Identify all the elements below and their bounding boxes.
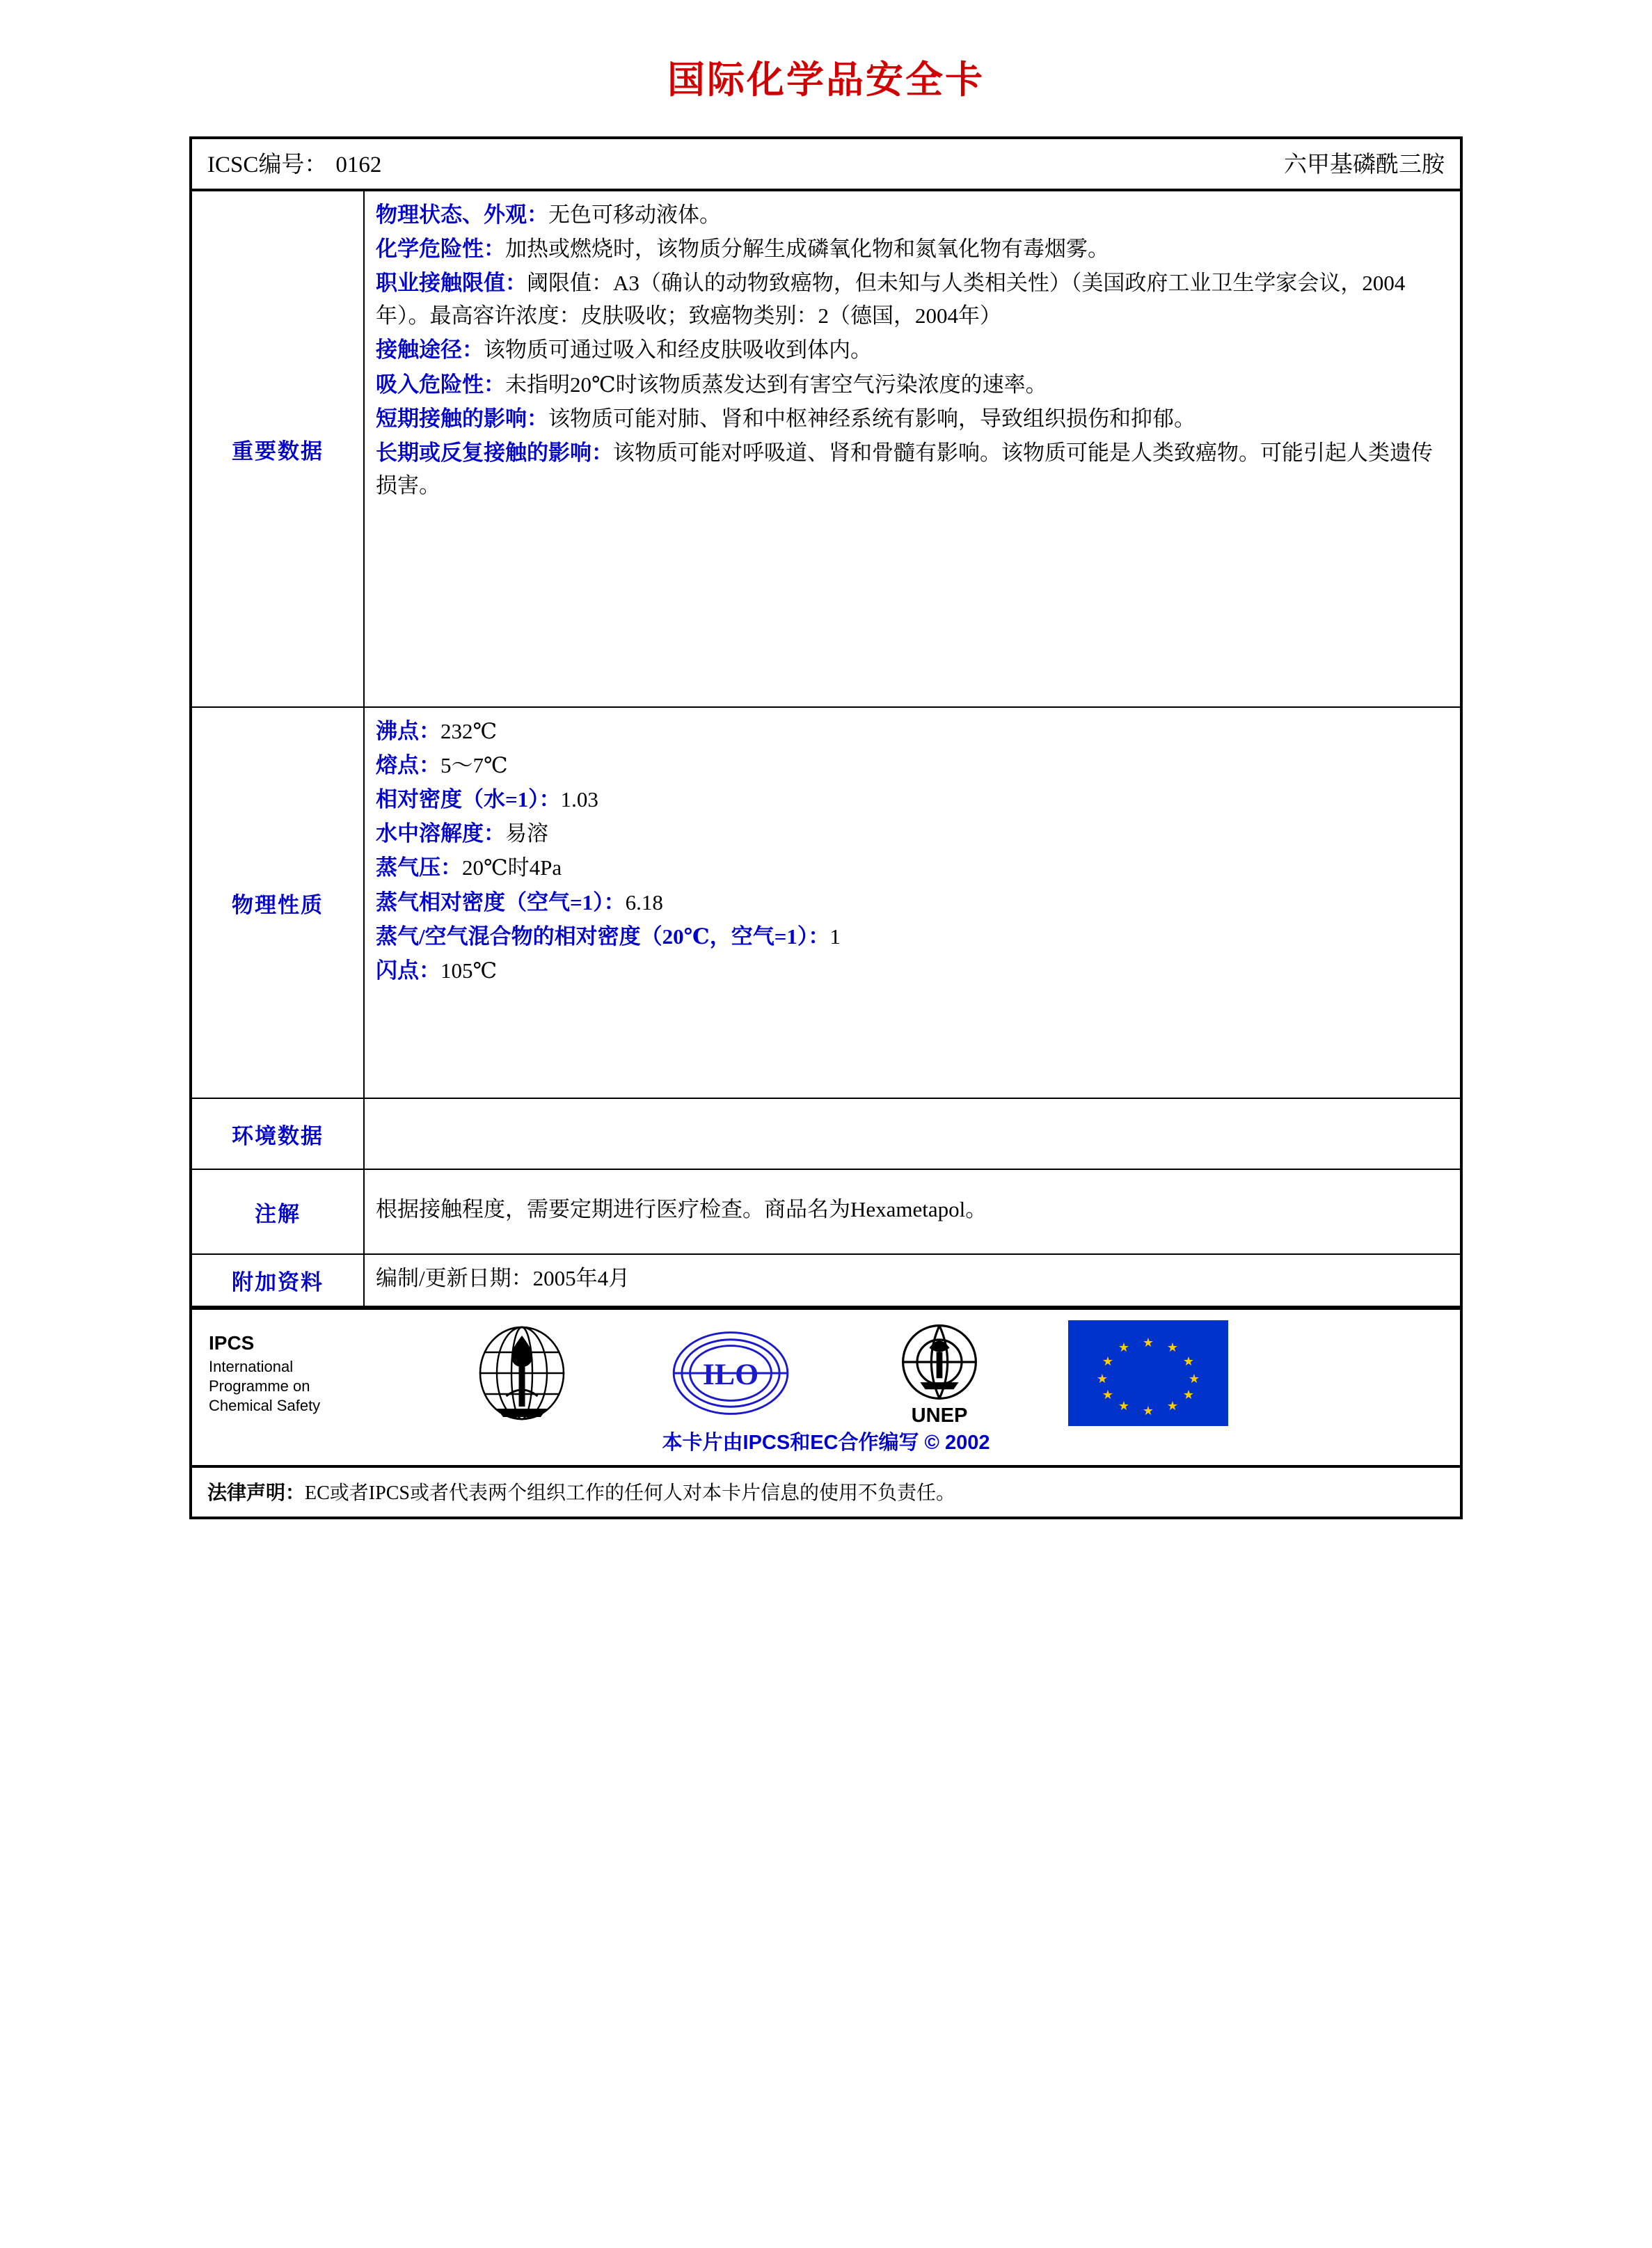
svg-text:★: ★ (1182, 1388, 1195, 1402)
entry-key: 蒸气相对密度（空气=1）： (376, 889, 626, 915)
ipcs-wordmark (209, 1331, 418, 1416)
svg-text:★: ★ (1142, 1336, 1154, 1350)
entry-value: 加热或燃烧时，该物质分解生成磷氧化物和氮氧化物有毒烟雾。 (505, 237, 1109, 262)
entry-relative-density (376, 783, 1446, 816)
eu-flag-logo (1044, 1320, 1253, 1426)
legal-label: 法律声明： (207, 1482, 305, 1505)
ilo-logo (626, 1321, 835, 1425)
legal-notice (192, 1468, 971, 1517)
card-credit: 本卡片由IPCS和EC合作编写 © 2002 (662, 1432, 990, 1455)
svg-text:★: ★ (1102, 1354, 1114, 1369)
svg-text:★: ★ (1118, 1399, 1130, 1414)
entry-routes-of-exposure (376, 333, 1446, 366)
entry-value: 1.03 (560, 787, 598, 812)
unep-caption: UNEP (911, 1404, 968, 1427)
logo-strip (192, 1310, 1460, 1427)
entry-vapour-air-mixture-density (376, 920, 1446, 953)
entry-key: 蒸气/空气混合物的相对密度（20℃，空气=1）： (376, 924, 830, 949)
entry-value: 232℃ (440, 719, 498, 743)
entry-key: 闪点： (376, 958, 440, 983)
icsc-card (189, 136, 1463, 1519)
section-content-additional-info: 编制/更新日期：2005年4月 (376, 1266, 630, 1290)
entry-physical-state (376, 198, 1446, 231)
section-content-physical-properties (365, 708, 1460, 1098)
svg-text:★: ★ (1188, 1372, 1200, 1386)
section-environmental-data (192, 1099, 1460, 1170)
entry-key: 相对密度（水=1）： (376, 787, 561, 812)
section-label-important-data: 重要数据 (192, 191, 365, 706)
section-content-environmental-data (365, 1099, 1460, 1169)
section-additional-info (192, 1255, 1460, 1307)
section-important-data (192, 191, 1460, 708)
svg-text:★: ★ (1166, 1340, 1179, 1355)
entry-key: 接触途径： (376, 338, 484, 363)
entry-vapour-relative-density (376, 886, 1446, 919)
entry-key: 蒸气压： (376, 855, 462, 880)
svg-text:★: ★ (1102, 1388, 1114, 1402)
card-header-row (192, 139, 1460, 191)
entry-value: 该物质可通过吸入和经皮肤吸收到体内。 (484, 338, 872, 363)
entry-short-term-effects (376, 402, 1446, 435)
footer-logos-row (192, 1307, 1460, 1468)
entry-melting-point (376, 749, 1446, 782)
entry-boiling-point (376, 715, 1446, 747)
entry-value: 未指明20℃时该物质蒸发达到有害空气污染浓度的速率。 (505, 372, 1047, 397)
entry-occupational-limits (376, 267, 1446, 332)
legal-notice-row (192, 1468, 1460, 1517)
svg-text:★: ★ (1182, 1354, 1195, 1369)
section-notes (192, 1170, 1460, 1255)
svg-text:ILO: ILO (702, 1358, 759, 1392)
entry-chemical-dangers (376, 232, 1446, 265)
svg-text:★: ★ (1142, 1404, 1154, 1418)
section-label-notes: 注解 (192, 1170, 365, 1253)
substance-name: 六甲基磷酰三胺 (1284, 152, 1445, 177)
ipcs-line3: Chemical Safety (209, 1397, 321, 1415)
who-logo (418, 1321, 626, 1425)
ipcs-abbr: IPCS (209, 1331, 255, 1354)
entry-water-solubility (376, 817, 1446, 850)
legal-text: EC或者IPCS或者代表两个组织工作的任何人对本卡片信息的使用不负责任。 (305, 1482, 955, 1505)
entry-inhalation-risk (376, 368, 1446, 401)
entry-value: 6.18 (625, 889, 663, 915)
entry-key: 长期或反复接触的影响： (376, 440, 613, 465)
page-title: 国际化学品安全卡 (667, 59, 985, 101)
entry-key: 短期接触的影响： (376, 406, 548, 431)
unep-logo (835, 1317, 1044, 1429)
entry-key: 物理状态、外观： (376, 203, 548, 227)
icsc-number-group (207, 146, 381, 179)
entry-value: 无色可移动液体。 (548, 203, 721, 227)
entry-value: 该物质可能对肺、肾和中枢神经系统有影响，导致组织损伤和抑郁。 (548, 406, 1196, 431)
section-content-important-data (365, 191, 1460, 706)
svg-text:★: ★ (1166, 1399, 1179, 1414)
entry-vapour-pressure (376, 851, 1446, 884)
ipcs-line1: International (209, 1357, 294, 1375)
section-label-physical-properties: 物理性质 (192, 708, 365, 1098)
card-header (192, 139, 1460, 189)
icsc-number-value: 0162 (335, 152, 382, 177)
svg-text:★: ★ (1096, 1372, 1109, 1386)
entry-key: 化学危险性： (376, 237, 505, 262)
section-physical-properties (192, 708, 1460, 1099)
section-label-environmental-data: 环境数据 (192, 1099, 365, 1169)
entry-long-term-effects (376, 436, 1446, 502)
entry-value: 1 (829, 924, 841, 949)
icsc-number-label: ICSC编号： (207, 152, 328, 177)
section-content-notes: 根据接触程度，需要定期进行医疗检查。商品名为Hexametapol。 (376, 1197, 987, 1222)
section-label-additional-info: 附加资料 (192, 1255, 365, 1306)
entry-value: 阈限值：A3（确认的动物致癌物，但未知与人类相关性）（美国政府工业卫生学家会议，2004年）。最高容许浓度：皮肤吸收；致癌物类别：2（德国，2004年） (376, 271, 1406, 329)
entry-value: 20℃时4Pa (462, 855, 562, 880)
entry-key: 职业接触限值： (376, 271, 527, 296)
entry-value: 该物质可能对呼吸道、肾和骨髓有影响。该物质可能是人类致癌物。可能引起人类遗传损害。 (376, 440, 1433, 498)
entry-key: 熔点： (376, 753, 440, 778)
svg-text:★: ★ (1118, 1340, 1130, 1355)
entry-key: 水中溶解度： (376, 821, 505, 846)
entry-value: 105℃ (440, 958, 498, 983)
entry-key: 沸点： (376, 719, 440, 743)
ipcs-line2: Programme on (209, 1377, 310, 1395)
entry-flash-point (376, 954, 1446, 987)
entry-key: 吸入危险性： (376, 372, 505, 397)
entry-value: 易溶 (505, 821, 548, 846)
entry-value: 5～7℃ (440, 753, 508, 778)
